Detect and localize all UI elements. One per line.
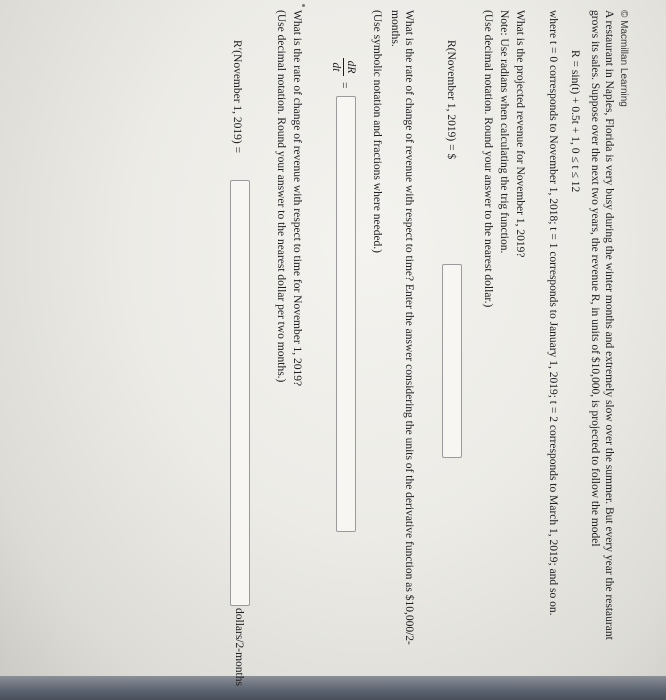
q2-answer-input[interactable]: [336, 96, 356, 532]
q1-note: Note: Use radians when calculating the trig function.: [498, 10, 510, 254]
q3-question: What is the rate of change of revenue with respect to time for November 1, 2019?: [291, 10, 303, 387]
q3-units: dollars/2-months: [233, 608, 245, 686]
q3-answer-label: R′(November 1, 2019) =: [231, 40, 243, 154]
derivative-fraction: [329, 58, 358, 76]
q1-answer-label: R(November 1, 2019) = $: [445, 40, 457, 160]
q1-question: What is the projected revenue for November 1, 2019?: [514, 10, 526, 258]
q3-answer-input[interactable]: [230, 180, 250, 606]
fraction-denominator: dt: [330, 62, 342, 72]
equals-sign: =: [338, 82, 350, 89]
revenue-formula: R = sin(t) + 0.5t + 1, 0 ≤ t ≤ 12: [569, 50, 581, 193]
bullet-dot: [302, 4, 305, 7]
q2-question: What is the rate of change of revenue with respect to time? Enter the answer considering the units of the derivative function as $10,000/2-months.: [389, 10, 415, 645]
problem-page: [30, 10, 630, 690]
time-definition: where t = 0 corresponds to November 1, 2018; t = 1 corresponds to January 1, 2019; t = 2 corresponds to March 1, 2019; and so on.: [547, 10, 559, 616]
q3-instruction: (Use decimal notation. Round your answer to the nearest dollar per two months.): [275, 10, 287, 383]
problem-intro: A restaurant in Naples, Florida is very busy during the winter months and extremely slow over the summer. But every year the restaurant grows its sales. Suppose over the next two years, the revenue R, in units of $10,000, is projected to follow the model: [589, 10, 615, 640]
publisher-brand: © Macmillan Learning: [618, 10, 629, 107]
q1-instruction: (Use decimal notation. Round your answer to the nearest dollar.): [482, 10, 494, 308]
q1-answer-input[interactable]: [442, 264, 462, 458]
q2-instruction: (Use symbolic notation and fractions where needed.): [371, 10, 383, 254]
fraction-numerator: dR: [343, 58, 358, 76]
